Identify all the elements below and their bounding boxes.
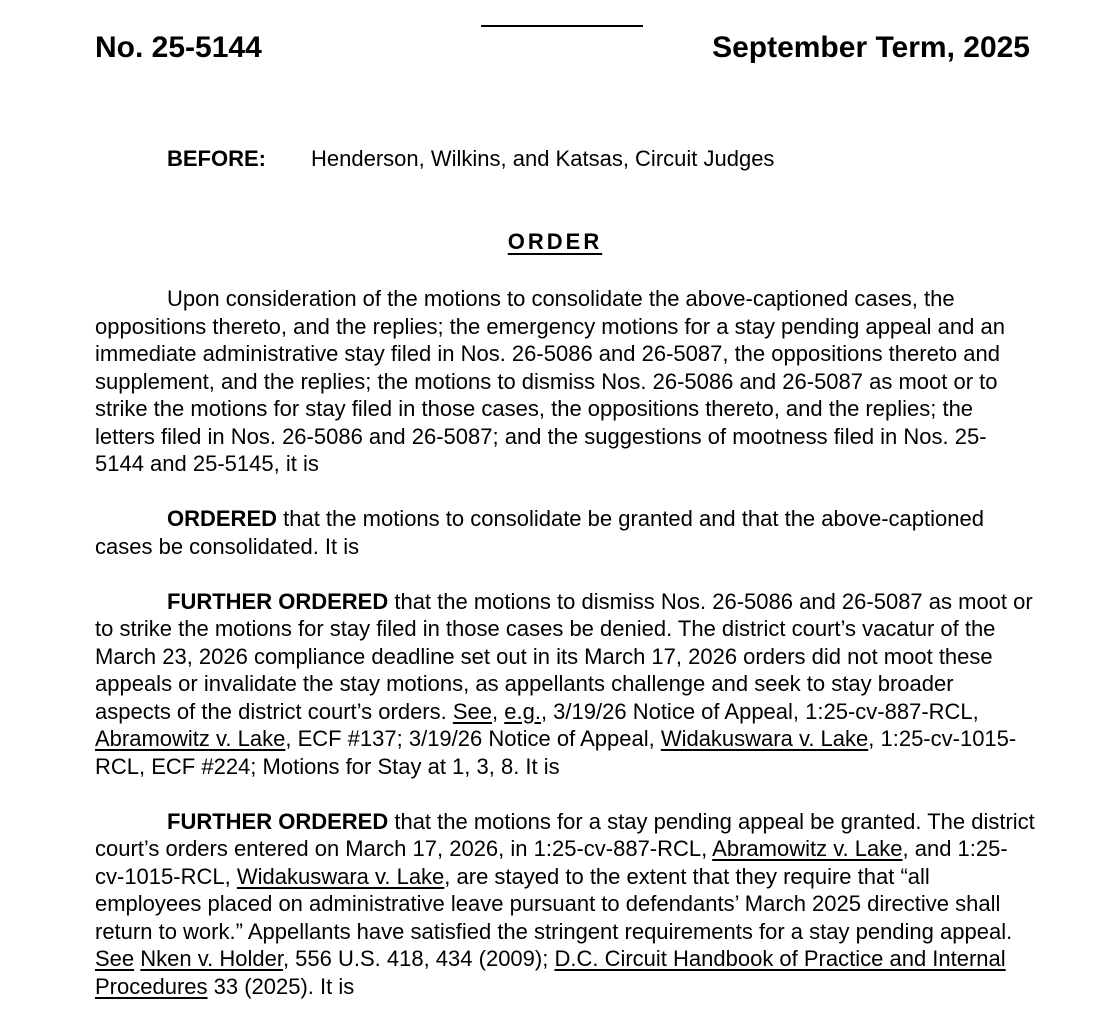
- paragraph-text: , ECF #137; 3/19/26 Notice of Appeal,: [285, 726, 661, 751]
- court-term: September Term, 2025: [712, 31, 1030, 64]
- paragraph-text: 33 (2025). It is: [207, 973, 355, 999]
- panel-label: BEFORE:: [167, 146, 266, 171]
- signal-see: See: [452, 698, 493, 724]
- further-ordered-lead: FURTHER ORDERED: [167, 588, 389, 614]
- paragraph-text: that the motions for a stay pending appeal be granted. The district court’s orders entered on March 17, 2026, in 1:25-cv-887-RCL,: [95, 808, 1035, 861]
- case-number: No. 25-5144: [95, 31, 262, 64]
- case-name-widakuswara: Widakuswara v. Lake: [236, 863, 445, 889]
- paragraph-ordered-stay: [95, 808, 1035, 1001]
- paragraph-text: that the motions to consolidate be granted and that the above-captioned cases be consolidated. It is: [95, 506, 984, 559]
- paragraph-ordered-consolidate: [95, 505, 1035, 560]
- case-name-abramowitz: Abramowitz v. Lake: [95, 726, 286, 751]
- paragraph-text: Upon consideration of the motions to consolidate the above-captioned cases, the oppositions thereto, and the replies; the emergency motions for a stay pending appeal and an immediate administrative stay filed in Nos. 26-5086 and 26-5087, the oppositions thereto and supplement, and the replies; the motions to dismiss Nos. 26-5086 and 26-5087 as moot or to strike the motions for stay filed in those cases, the oppositions thereto, and the replies; the letters filed in Nos. 26-5086 and 26-5087; and the suggestions of mootness filed in Nos. 25-5144 and 25-5145, it is: [95, 286, 1005, 476]
- order-body: [95, 285, 1035, 1028]
- paragraph-text: , 556 U.S. 418, 434 (2009);: [282, 946, 555, 971]
- paragraph-text: , 3/19/26 Notice of Appeal, 1:25-cv-887-RCL,: [540, 698, 979, 724]
- paragraph-text: , are stayed to the extent that they require that “all employees placed on administrative leave pursuant to defendants’ March 2025 directive shall return to work.” Appellants have satisfied the stringent requirements for a stay pending appeal.: [95, 863, 1013, 944]
- punct: ,: [492, 698, 505, 724]
- paragraph-ordered-dismiss: [95, 588, 1035, 781]
- case-name-abramowitz: Abramowitz v. Lake: [712, 836, 903, 861]
- paragraph-consideration: [95, 285, 1035, 478]
- panel-line: [167, 145, 774, 173]
- case-name-widakuswara: Widakuswara v. Lake: [660, 726, 869, 751]
- order-title: [0, 228, 1110, 256]
- signal-see: See: [95, 946, 135, 971]
- ordered-lead: ORDERED: [167, 506, 278, 531]
- citation-handbook: D.C. Circuit Handbook of Practice and Internal Procedures: [95, 946, 1006, 999]
- case-name-nken: Nken v. Holder: [140, 946, 283, 971]
- signal-eg: e.g.: [504, 698, 541, 724]
- paragraph-text: , and 1:25-cv-1015-RCL,: [95, 836, 1008, 889]
- panel-judges: Henderson, Wilkins, and Katsas, Circuit Judges: [311, 146, 775, 171]
- paragraph-text: , 1:25-cv-1015-RCL, ECF #224; Motions for Stay at 1, 3, 8. It is: [95, 726, 1017, 779]
- header-rule: [481, 25, 643, 27]
- order-title-text: ORDER: [507, 229, 603, 254]
- paragraph-text: that the motions to dismiss Nos. 26-5086 and 26-5087 as moot or to strike the motions for stay filed in those cases be denied. The district court’s vacatur of the March 23, 2026 compliance deadline set out in its March 17, 2026 orders did not moot these appeals or invalidate the stay motions, as appellants challenge and seek to stay broader aspects of the district court’s orders.: [95, 588, 1033, 724]
- further-ordered-lead: FURTHER ORDERED: [167, 808, 389, 834]
